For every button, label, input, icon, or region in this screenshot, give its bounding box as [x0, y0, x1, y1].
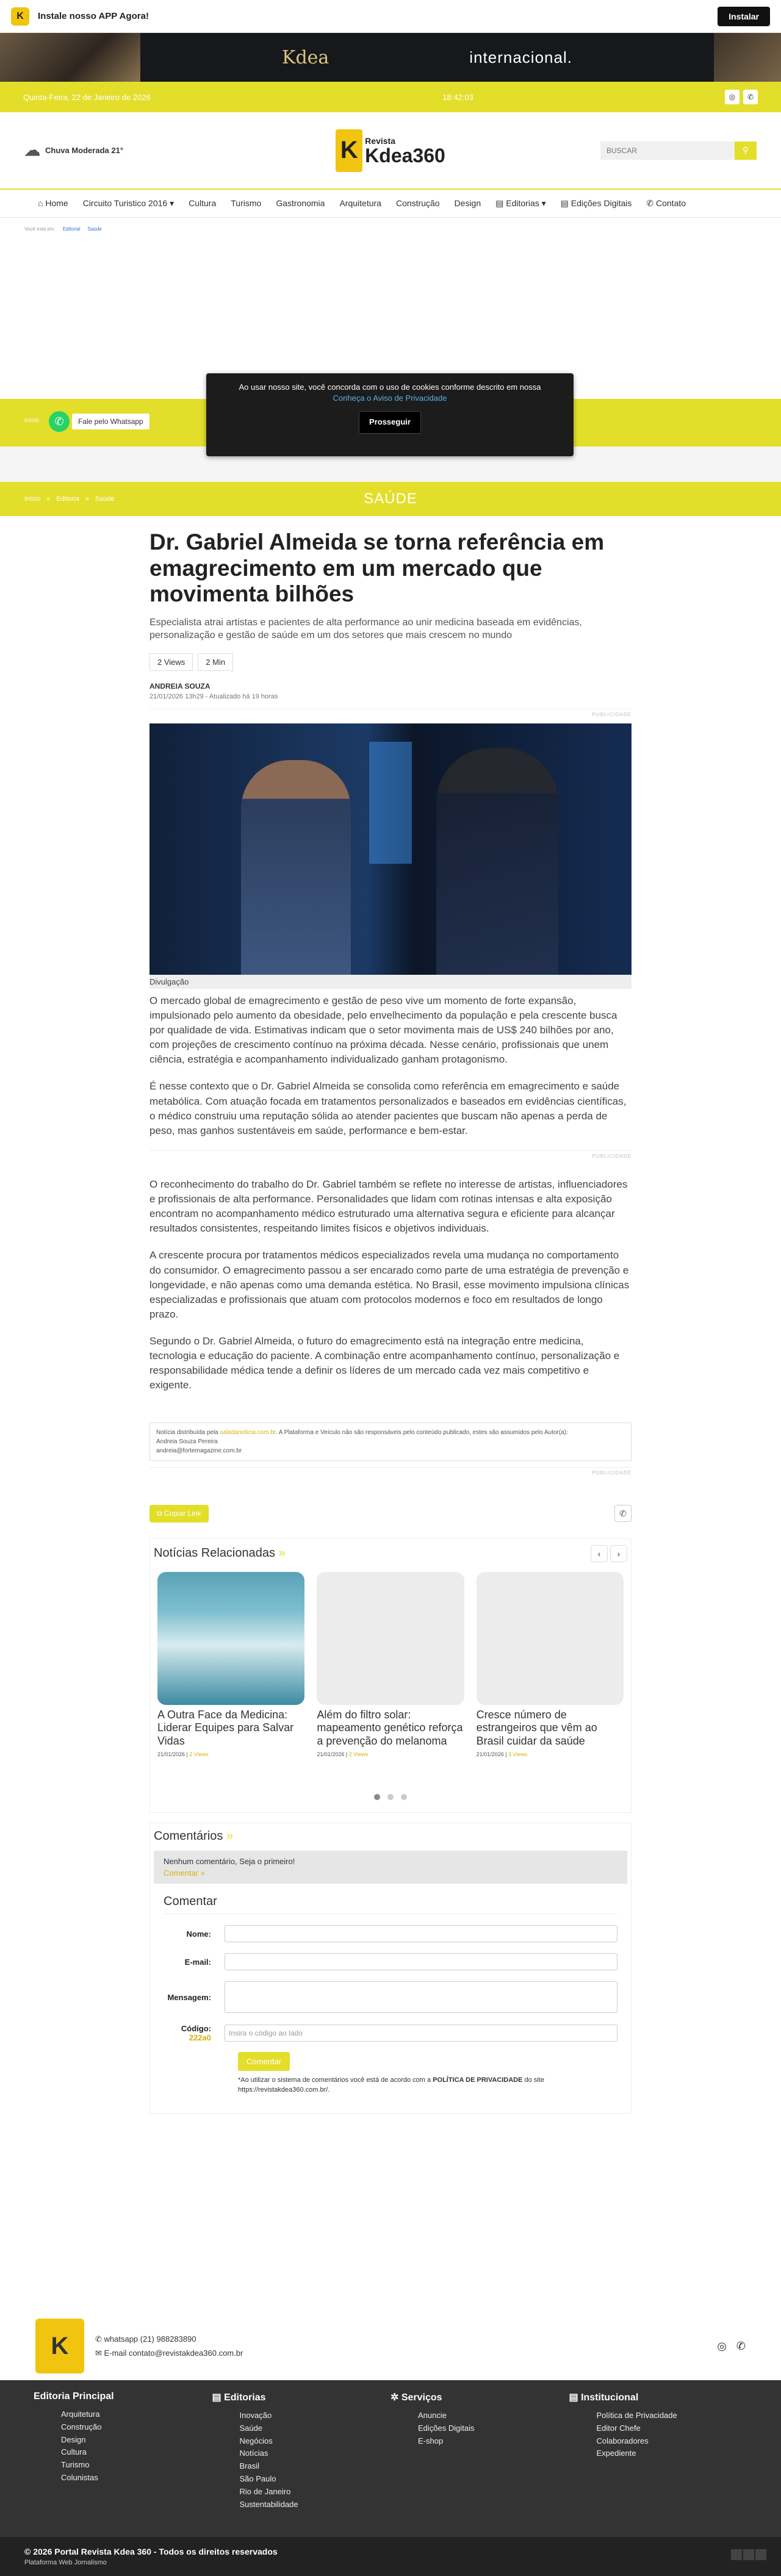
top-banner-ad[interactable]	[0, 33, 781, 82]
whatsapp-icon: ✆	[49, 411, 70, 432]
logo-main-text: Kdea360	[365, 144, 445, 167]
comments-section	[149, 1823, 632, 2114]
side-label: Início	[24, 417, 39, 424]
footer-link[interactable]: Sustentabilidade	[239, 2499, 298, 2509]
related-card-views: 3 Views	[508, 1751, 528, 1758]
submit-comment-button[interactable]: Comentar	[238, 2052, 290, 2071]
grid-icon	[731, 2549, 766, 2560]
footer-link[interactable]: Cultura	[61, 2447, 87, 2457]
main-nav	[0, 188, 781, 218]
weather-text: Chuva Moderada 21°	[45, 146, 124, 155]
footer-link[interactable]: São Paulo	[239, 2474, 276, 2483]
footer-link[interactable]: Anuncie	[418, 2411, 447, 2420]
captcha-code: 222a0	[189, 2033, 211, 2043]
crumb-label: Você está em:	[24, 226, 56, 232]
breadcrumb-inicio[interactable]: Início	[24, 495, 41, 503]
app-install-bar	[0, 0, 781, 33]
current-date: Quinta-Feira, 22 de Janeiro de 2026	[23, 92, 151, 102]
views-count: 2 Views	[149, 653, 193, 671]
photo-caption: Divulgação	[149, 975, 632, 989]
footer-link[interactable]: Arquitetura	[61, 2409, 100, 2419]
chevron-left-icon[interactable]: ‹	[591, 1545, 608, 1562]
banner-brand: Kdea	[282, 46, 329, 68]
banner-image-left	[0, 33, 140, 82]
install-button[interactable]: Instalar	[718, 7, 770, 26]
article-title: Dr. Gabriel Almeida se torna referência em emagrecimento em um mercado que movimenta bilhões	[149, 529, 605, 607]
article-photo	[149, 723, 632, 975]
footer-whatsapp[interactable]: ✆ whatsapp (21) 988283890	[95, 2334, 196, 2344]
footer-link[interactable]: Turismo	[61, 2460, 90, 2470]
nav-contato[interactable]: ✆ Contato	[646, 198, 686, 208]
article-paragraph: O mercado global de emagrecimento e gestão de peso vive um momento de forte expansão, impulsionado pelo aumento da obesidade, pelo envelhecimento da população e pela crescente busca por qualidade de vida. Estimativas indicam que o setor movimenta mais de US$ 240 bilhões por ano, com projeções de crescimento contínuo na próxima década. Nesse cenário, profissionais que unem ciência, estratégia e acompanhamento individualizado ganham protagonismo.	[149, 994, 617, 1066]
logo-small-text: Revista	[365, 135, 395, 146]
breadcrumb-sep: »	[46, 495, 51, 503]
copyright-bar	[0, 2537, 781, 2576]
code-label-text: Código:	[181, 2024, 211, 2034]
nav-circuito-turistico[interactable]: Circuito Turistico 2016 ▾	[82, 198, 175, 208]
banner-headline: internacional.	[469, 48, 572, 66]
footer-column	[569, 2391, 748, 2526]
name-label: Nome:	[186, 1929, 211, 1939]
no-comments-text: Nenhum comentário, Seja o primeiro!	[164, 1857, 295, 1867]
footer-email[interactable]: ✉ E-mail contato@revistakdea360.com.br	[95, 2348, 243, 2358]
related-card-image[interactable]	[477, 1572, 624, 1705]
footer-link[interactable]: Colunistas	[61, 2472, 98, 2482]
weather-widget	[24, 141, 232, 160]
site-logo[interactable]	[232, 129, 549, 172]
footer-column-title: ▤ Institucional	[569, 2392, 639, 2403]
footer-column	[212, 2391, 391, 2526]
code-label	[164, 2024, 225, 2042]
notice-prefix: Notícia distribuída pela	[156, 1429, 218, 1436]
banner-image-right	[714, 33, 781, 82]
email-field[interactable]	[225, 1953, 617, 1970]
app-install-text: Instale nosso APP Agora!	[38, 11, 149, 21]
rain-cloud-icon: ☁	[24, 141, 40, 159]
message-field[interactable]	[225, 1981, 617, 2013]
footer-link[interactable]: Notícias	[239, 2449, 268, 2458]
notice-author: Andreia Souza Pereira	[156, 1438, 218, 1445]
article-meta: 21/01/2026 13h29 - Atualizado há 19 horas	[149, 692, 278, 700]
ad-label: PUBLICIDADE	[149, 709, 632, 717]
nav-construcao[interactable]: Construção	[395, 198, 440, 208]
privacy-notice-link[interactable]: Conheça o Aviso de Privacidade	[333, 393, 447, 403]
crumb-editorial[interactable]: Editorial	[62, 226, 81, 232]
footer-logo[interactable]: K	[35, 2319, 84, 2373]
nav-cultura[interactable]: Cultura	[189, 198, 217, 208]
comment-form-title: Comentar	[164, 1895, 617, 1914]
related-card-date: 21/01/2026	[317, 1751, 345, 1758]
nav-turismo[interactable]: Turismo	[231, 198, 262, 208]
name-field[interactable]	[225, 1925, 617, 1942]
carousel-dots	[150, 1794, 631, 1800]
breadcrumb-saude[interactable]: Saúde	[95, 495, 115, 503]
related-card-date: 21/01/2026	[157, 1751, 185, 1758]
policy-text-end: do site https://revistakdea360.com.br/.	[238, 2076, 544, 2093]
footer-link[interactable]: Design	[61, 2434, 86, 2444]
related-card[interactable]: Além do filtro solar: mapeamento genético reforça a prevenção do melanoma 21/01/2026 | 2 Views	[317, 1572, 464, 1758]
section-bar	[0, 482, 781, 516]
footer-link[interactable]: Brasil	[239, 2461, 260, 2471]
instagram-icon[interactable]: ◎	[725, 90, 740, 104]
nav-editorias[interactable]: ▤ Editorias ▾	[495, 198, 546, 208]
carousel-dot[interactable]	[401, 1794, 407, 1800]
nav-arquitetura[interactable]: Arquitetura	[339, 198, 381, 208]
article-body	[149, 994, 632, 1138]
notice-email: andreia@fortemagazine.com.br	[156, 1447, 242, 1454]
related-card-title[interactable]: Cresce número de estrangeiros que vêm ao Brasil cuidar da saúde	[476, 1708, 597, 1747]
article-paragraph: Segundo o Dr. Gabriel Almeida, o futuro do emagrecimento está na integração entre medicina, tecnologia e educação do paciente. A combinação entre acompanhamento contínuo, personalização e responsabilidade médica tende a definir os líderes de um mercado cada vez mais competitivo e exigente.	[149, 1335, 620, 1391]
related-card-title[interactable]: Além do filtro solar: mapeamento genético reforça a prevenção do melanoma	[317, 1708, 463, 1747]
footer-link[interactable]: Colaboradores	[596, 2436, 649, 2445]
email-label: E-mail:	[184, 1957, 211, 1967]
breadcrumb-small	[0, 218, 781, 240]
notice-rest: . A Plataforma e Veículo não são responsáveis pelo conteúdo publicado, estes são assumidos pelo Autor(a):	[275, 1429, 568, 1436]
related-card[interactable]: Cresce número de estrangeiros que vêm ao Brasil cuidar da saúde 21/01/2026 | 3 Views	[477, 1572, 624, 1758]
whatsapp-label: Fale pelo Whatsapp	[72, 414, 149, 429]
date-bar	[0, 82, 781, 112]
crumb-saude[interactable]: Saúde	[87, 226, 102, 232]
comments-title: Comentários »	[154, 1829, 234, 1843]
carousel-dot[interactable]	[374, 1794, 380, 1800]
related-title-text: Notícias Relacionadas	[154, 1546, 275, 1560]
logo-k-icon: K	[336, 129, 362, 172]
related-card[interactable]: A Outra Face da Medicina: Liderar Equipes para Salvar Vidas 21/01/2026 | 2 Views	[157, 1572, 304, 1758]
search-form	[549, 142, 757, 160]
whatsapp-icon[interactable]: ✆	[736, 2339, 746, 2352]
related-card-views: 2 Views	[348, 1751, 369, 1758]
section-title: SAÚDE	[364, 490, 417, 507]
related-card-title[interactable]: A Outra Face da Medicina: Liderar Equipes para Salvar Vidas	[157, 1708, 294, 1747]
footer-link[interactable]: Editor Chefe	[596, 2423, 641, 2433]
comment-form	[154, 1895, 627, 2107]
cookie-consent-dialog	[206, 373, 574, 456]
copyright-text: © 2026 Portal Revista Kdea 360 - Todos os direitos reservados	[24, 2547, 278, 2556]
footer-link[interactable]: E-shop	[418, 2436, 444, 2445]
comment-cta-link[interactable]: Comentar »	[164, 1868, 205, 1878]
related-card-image[interactable]	[317, 1572, 464, 1705]
platform-text: Plataforma Web Jornalismo	[24, 2559, 107, 2566]
article-author: ANDREIA SOUZA	[149, 681, 211, 691]
article-paragraph: A crescente procura por tratamentos médicos especializados revela uma mudança no comportamento do consumidor. O emagrecimento passou a ser encarado como parte de uma estratégia de prevenção e longevidade, e não apenas como uma demanda estética. No Brasil, esse movimento impulsiona clínicas especializadas e profissionais que atuam com protocolos modernos e foco em resultados de longo prazo.	[149, 1249, 630, 1320]
privacy-policy-note	[238, 2076, 617, 2095]
related-news	[149, 1538, 632, 1814]
footer-link[interactable]: Expediente	[596, 2449, 636, 2458]
related-title: Notícias Relacionadas »	[154, 1546, 286, 1560]
breadcrumb-sep: »	[85, 495, 89, 503]
footer-link[interactable]: Rio de Janeiro	[239, 2486, 291, 2496]
app-logo-icon: K	[11, 7, 29, 26]
policy-text: *Ao utilizar o sistema de comentários você está de acordo com a	[238, 2076, 431, 2084]
footer-link[interactable]: Política de Privacidade	[596, 2411, 677, 2420]
nav-gastronomia[interactable]: Gastronomia	[276, 198, 325, 208]
footer-column-title: Editoria Principal	[34, 2391, 114, 2402]
related-card-image[interactable]	[157, 1572, 304, 1705]
footer-column	[34, 2391, 212, 2526]
read-time: 2 Min	[198, 653, 233, 671]
whatsapp-icon[interactable]: ✆	[743, 90, 758, 104]
nav-home[interactable]: ⌂ Home	[38, 198, 68, 208]
search-icon[interactable]: ⚲	[735, 142, 757, 160]
article-lead: Especialista atrai artistas e pacientes de alta performance ao unir medicina baseada em evidências, personalização e gestão de saúde em um dos setores que mais crescem no mundo	[149, 617, 582, 641]
ad-label: PUBLICIDADE	[149, 1467, 632, 1476]
footer-column-title: ✲ Serviços	[390, 2392, 442, 2403]
carousel-dot[interactable]	[387, 1794, 394, 1800]
article-body-2	[149, 1177, 632, 1393]
breadcrumb-editoria[interactable]: Editoria	[56, 495, 79, 503]
footer-link[interactable]: Inovação	[239, 2411, 272, 2420]
site-footer	[0, 2380, 781, 2537]
privacy-policy-link[interactable]: POLÍTICA DE PRIVACIDADE	[433, 2076, 523, 2084]
copy-link-button[interactable]: ⧉ Copiar Link	[149, 1505, 209, 1523]
site-header	[0, 112, 781, 188]
cookie-accept-button[interactable]: Prosseguir	[359, 411, 421, 433]
ad-label: PUBLICIDADE	[149, 1150, 632, 1159]
article-paragraph: O reconhecimento do trabalho do Dr. Gabriel também se reflete no interesse de artistas, influenciadores e profissionais de alta performance. Personalidades que lidam com rotinas intensas e alta exposição encontram no acompanhamento médico estruturado uma alternativa segura e eficiente para alcançar resultados consistentes, respeitando limites físicos e objetivos individuais.	[149, 1178, 628, 1235]
footer-column	[390, 2391, 569, 2526]
whatsapp-share-icon[interactable]: ✆	[614, 1505, 632, 1522]
footer-link[interactable]: Construção	[61, 2422, 102, 2431]
comments-title-text: Comentários	[154, 1829, 223, 1843]
related-card-date: 21/01/2026	[476, 1751, 504, 1758]
whatsapp-float-button[interactable]	[49, 411, 149, 432]
nav-edicoes-digitais[interactable]: ▤ Edições Digitais	[560, 198, 632, 208]
footer-link[interactable]: Saúde	[239, 2423, 263, 2433]
no-comments-box	[154, 1851, 627, 1884]
nav-design[interactable]: Design	[454, 198, 481, 208]
message-label: Mensagem:	[167, 1992, 211, 2002]
notice-link[interactable]: saladanoticia.com.br	[220, 1429, 276, 1436]
current-time: 18:42:03	[442, 92, 473, 102]
footer-column-title: ▤ Editorias	[212, 2392, 266, 2403]
article	[149, 516, 632, 2114]
footer-link[interactable]: Negócios	[239, 2436, 273, 2445]
instagram-icon[interactable]: ◎	[717, 2339, 727, 2352]
cookie-text: Ao usar nosso site, você concorda com o uso de cookies conforme descrito em nossa	[239, 382, 541, 392]
related-card-views: 2 Views	[189, 1751, 209, 1758]
footer-link[interactable]: Edições Digitais	[418, 2423, 475, 2433]
share-bar	[149, 1505, 632, 1523]
article-paragraph: É nesse contexto que o Dr. Gabriel Almeida se consolida como referência em emagrecimento e saúde metabólica. Com atuação focada em tratamentos personalizados e baseados em evidências científicas, o médico construiu uma reputação sólida ao atender pacientes que buscam não apenas a perda de peso, mas ganhos sustentáveis em saúde, performance e bem-estar.	[149, 1080, 627, 1136]
footer-contact	[0, 2312, 781, 2380]
captcha-field[interactable]: Insira o código ao lado	[225, 2025, 617, 2042]
search-input[interactable]	[600, 142, 735, 160]
distribution-notice	[149, 1423, 632, 1461]
chevron-right-icon[interactable]: ›	[610, 1545, 627, 1562]
